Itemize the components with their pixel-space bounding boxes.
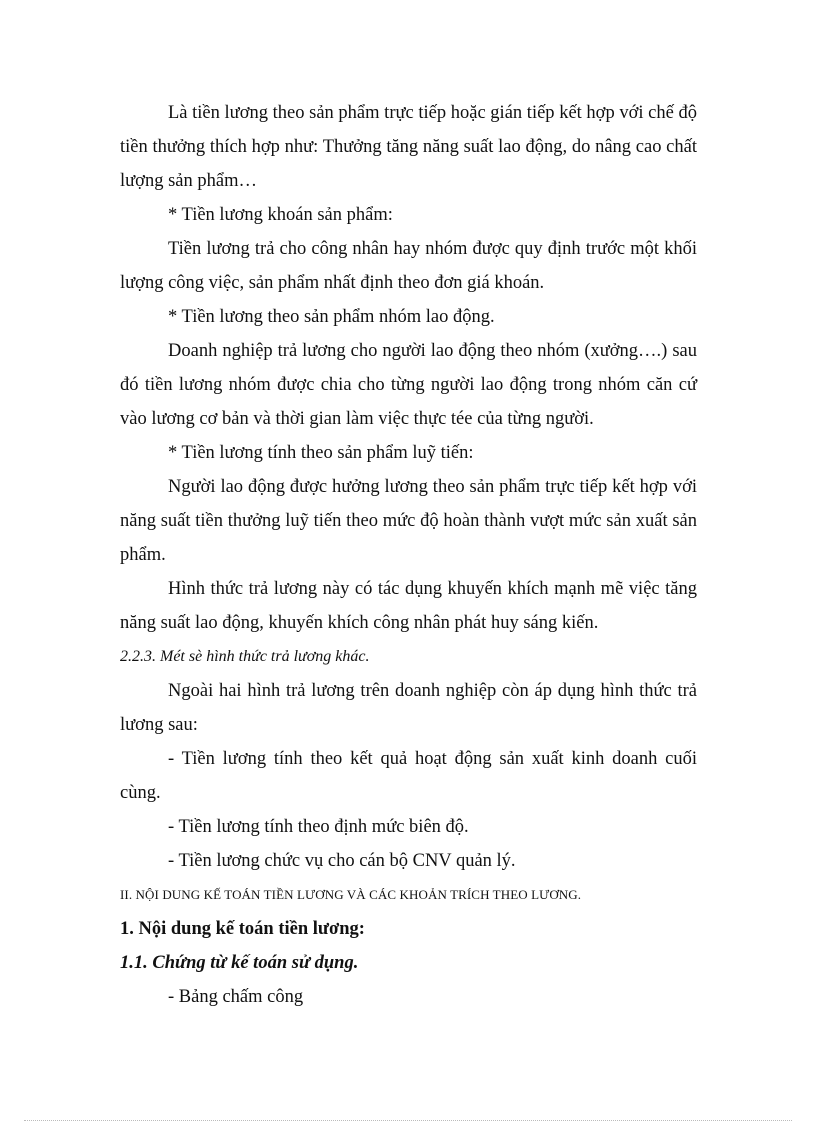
list-item: * Tiền lương khoán sản phẩm: — [168, 205, 393, 225]
document-body — [120, 96, 697, 1014]
footer-divider — [24, 1120, 792, 1121]
section-title: 1. Nội dung kế toán tiền lương: — [120, 919, 365, 939]
subsection-title: 1.1. Chứng từ kế toán sử dụng. — [120, 953, 359, 973]
paragraph: Là tiền lương theo sản phẩm trực tiếp hoặc gián tiếp kết hợp với chế độ tiền thưởng thích hợp như: Thưởng tăng năng suất lao động, do nâng cao chất lượng sản phẩm… — [120, 103, 697, 191]
subsection-heading: 2.2.3. Mét sè hình thức trả lương khác. — [120, 648, 370, 665]
list-item: - Bảng chấm công — [168, 987, 304, 1007]
list-item: - Tiền lương chức vụ cho cán bộ CNV quản lý. — [168, 851, 516, 871]
paragraph: Hình thức trả lương này có tác dụng khuyến khích mạnh mẽ việc tăng năng suất lao động, khuyến khích công nhân phát huy sáng kiến. — [120, 579, 697, 633]
section-heading: II. NỘI DUNG KẾ TOÁN TIỀN LƯƠNG VÀ CÁC KHOẢN TRÍCH THEO LƯƠNG. — [120, 887, 582, 902]
list-item: - Tiền lương tính theo định mức biên độ. — [168, 817, 469, 837]
paragraph: Tiền lương trả cho công nhân hay nhóm được quy định trước một khối lượng công việc, sản phẩm nhất định theo đơn giá khoán. — [120, 239, 697, 293]
list-item: - Tiền lương tính theo kết quả hoạt động sản xuất kinh doanh cuối cùng. — [120, 749, 697, 803]
list-item: * Tiền lương theo sản phẩm nhóm lao động. — [168, 307, 495, 327]
paragraph: Người lao động được hưởng lương theo sản phẩm trực tiếp kết hợp với năng suất tiền thưởng luỹ tiến theo mức độ hoàn thành vượt mức sản xuất sản phẩm. — [120, 477, 697, 565]
list-item: * Tiền lương tính theo sản phẩm luỹ tiến: — [168, 443, 474, 463]
paragraph: Ngoài hai hình trả lương trên doanh nghiệp còn áp dụng hình thức trả lương sau: — [120, 681, 697, 735]
paragraph: Doanh nghiệp trả lương cho người lao động theo nhóm (xưởng….) sau đó tiền lương nhóm được chia cho từng người lao động trong nhóm căn cứ vào lương cơ bản và thời gian làm việc thực tée của từng người. — [120, 341, 697, 429]
